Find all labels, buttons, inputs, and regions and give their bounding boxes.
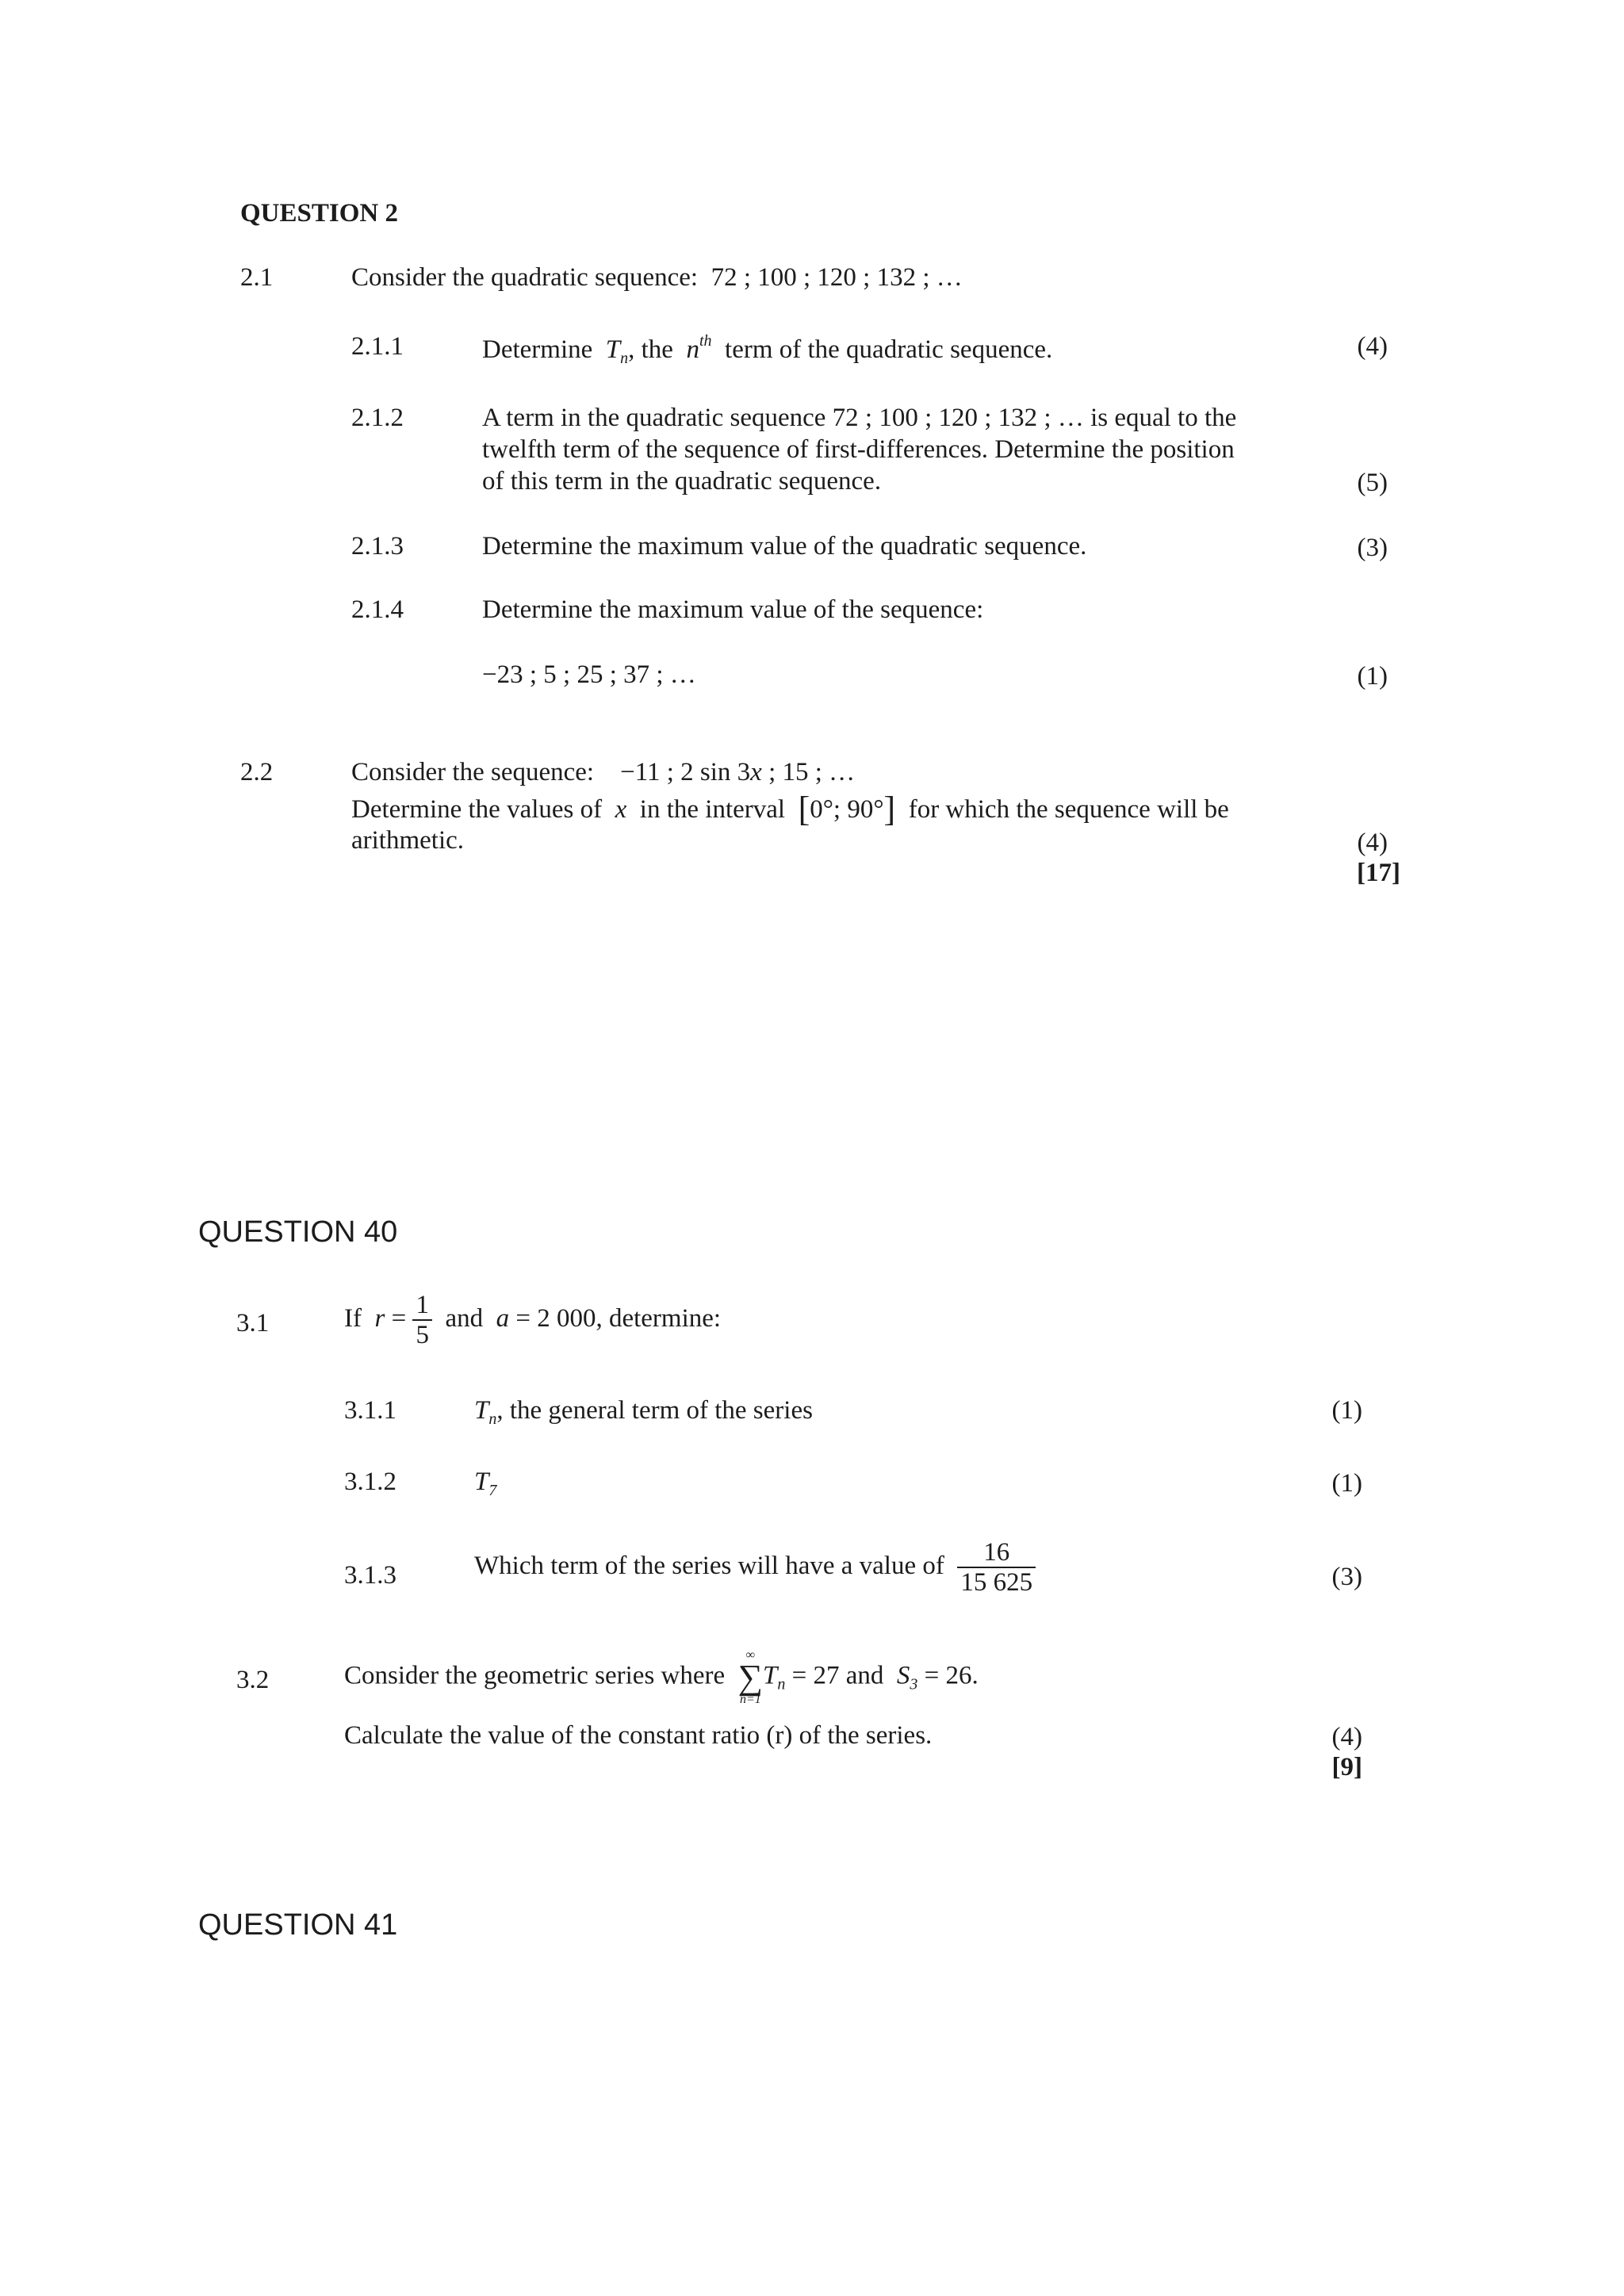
item-2-1-2-number: 2.1.2 [351, 404, 404, 432]
item-2-1-1-text: Determine $T_n$, the $n^{th}$ term of the quadratic sequence. [482, 332, 1053, 367]
item-2-2-marks: (4) [1357, 828, 1388, 857]
item-3-2-number: 3.2 [236, 1666, 270, 1694]
item-2-1-1-number: 2.1.1 [351, 332, 404, 361]
item-2-1-2-line-2: twelfth term of the sequence of first-differences. Determine the position [482, 435, 1235, 464]
item-2-2-line-1: Consider the sequence: −11 ; 2 sin 3x ; 15 ; … [351, 758, 856, 786]
item-2-2-line-3: arithmetic. [351, 826, 465, 855]
item-3-1-number: 3.1 [236, 1309, 270, 1337]
item-2-1-2-line-1: A term in the quadratic sequence 72 ; 100 ; 120 ; 132 ; … is equal to the [482, 404, 1237, 432]
item-3-1-1-number: 3.1.1 [344, 1396, 396, 1425]
item-2-1-2-marks: (5) [1357, 469, 1388, 497]
item-3-1-text: If r = $\frac{1}{5}$ and a = 2 000, determine: [344, 1291, 722, 1350]
ratio-fraction: $\frac{1}{5}$ [412, 1291, 432, 1350]
item-2-1-4-sequence: −23 ; 5 ; 25 ; 37 ; … [482, 660, 696, 689]
item-3-1-2-marks: (1) [1331, 1469, 1362, 1498]
item-3-1-3-number: 3.1.3 [344, 1561, 396, 1590]
item-3-1-2-number: 3.1.2 [344, 1468, 396, 1496]
quadratic-sequence: 72 ; 100 ; 120 ; 132 ; … [710, 263, 963, 292]
target-value-fraction: $\frac{16}{15 625}$ [957, 1538, 1036, 1598]
item-3-2-line-2: Calculate the value of the constant ratio (r) of the series. [344, 1721, 933, 1750]
item-2-1-1-marks: (4) [1357, 332, 1388, 361]
item-2-2-number: 2.2 [240, 758, 274, 786]
item-2-2-line-2: Determine the values of x in the interval [0°; 90°] for which the sequence will be [351, 790, 1229, 828]
summation-symbol: ∞ ∑ n=1 [737, 1648, 764, 1706]
item-3-1-3-marks: (3) [1331, 1563, 1362, 1591]
item-2-1-4-marks: (1) [1357, 662, 1388, 691]
item-2-1-3-text: Determine the maximum value of the quadratic sequence. [482, 532, 1087, 561]
question-41-title: QUESTION 41 [198, 1908, 398, 1942]
question-2-total: [17] [1357, 859, 1400, 887]
item-3-2-marks: (4) [1331, 1723, 1362, 1751]
item-2-1-number: 2.1 [240, 263, 274, 292]
item-2-1-text: Consider the quadratic sequence: 72 ; 100 ; 120 ; 132 ; … [351, 263, 963, 292]
question-2-title: QUESTION 2 [240, 199, 398, 228]
item-2-1-3-number: 2.1.3 [351, 532, 404, 561]
item-3-1-1-text: $T_n$, the general term of the series [474, 1396, 813, 1428]
item-2-1-4-text: Determine the maximum value of the sequence: [482, 595, 984, 624]
interval-value: 0°; 90° [810, 795, 884, 824]
item-2-1-4-number: 2.1.4 [351, 595, 404, 624]
item-2-1-3-marks: (3) [1357, 534, 1388, 562]
item-3-2-line-1: Consider the geometric series where ∞ ∑ n=1 $T_n = 27$ and $S_3 = 26$. [344, 1648, 979, 1706]
item-3-1-1-marks: (1) [1331, 1396, 1362, 1425]
question-40-title: QUESTION 40 [198, 1215, 398, 1249]
item-2-1-2-line-3: of this term in the quadratic sequence. [482, 467, 882, 496]
item-3-1-3-text: Which term of the series will have a value of $\frac{16}{15 625}$ [474, 1538, 1036, 1598]
item-3-1-2-text: $T_7$ [474, 1468, 497, 1499]
question-40-total: [9] [1331, 1753, 1362, 1781]
